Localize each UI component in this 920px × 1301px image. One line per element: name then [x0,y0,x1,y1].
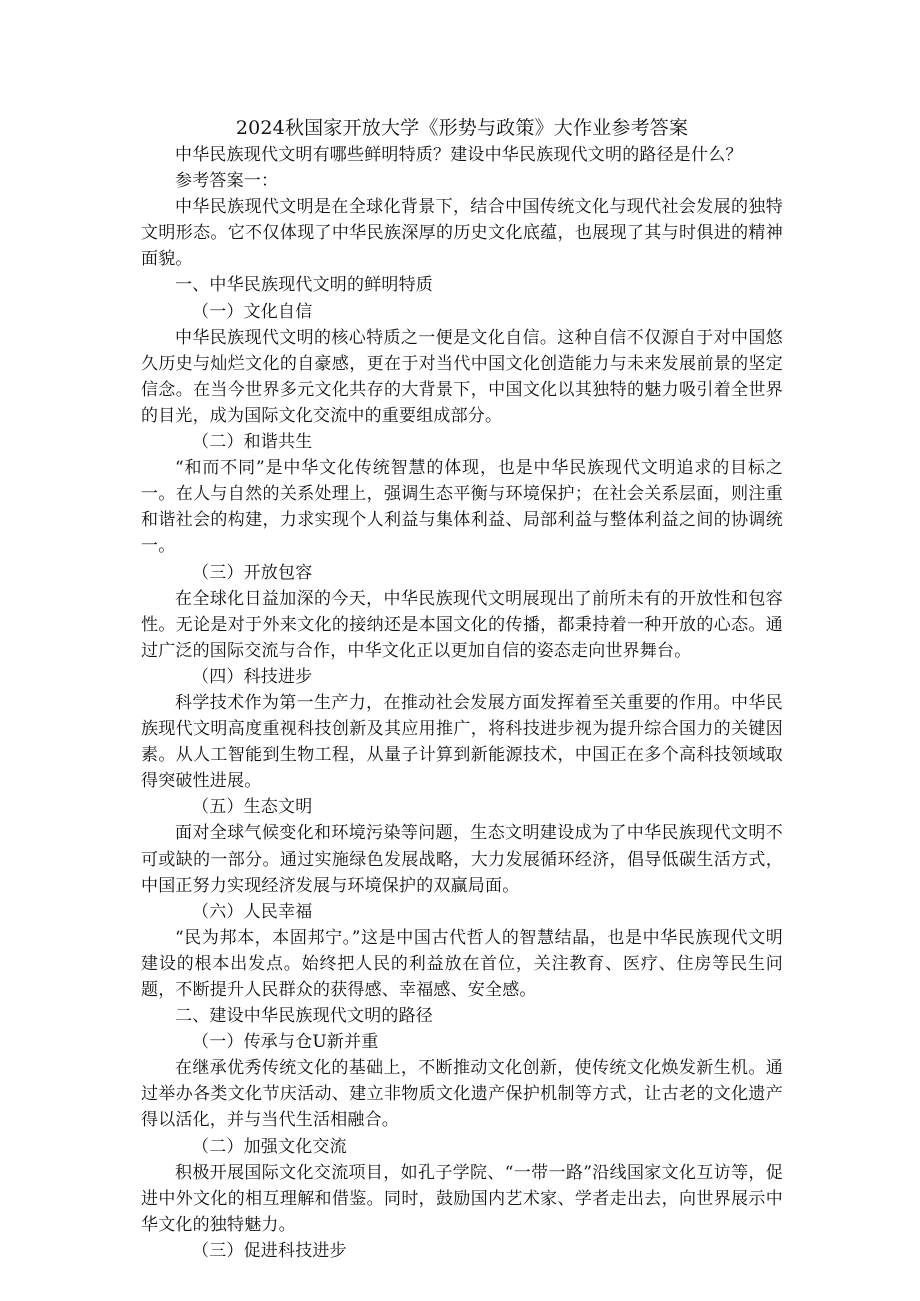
subsection-heading: （二）和谐共生 [192,432,313,453]
paragraph: “和而不同”是中华文化传统智慧的体现，也是中华民族现代文明追求的目标之一。在人与自然的关系处理上，强调生态平衡与环境保护；在社会关系层面，则注重和谐社会的构建，力求实现个人利益与集体利益、局部利益与整体利益之间的协调统一。 [141,458,783,557]
paragraph: 在继承优秀传统文化的基础上，不断推动文化创新，使传统文化焕发新生机。通过举办各类文化节庆活动、建立非物质文化遗产保护机制等方式，让古老的文化遗产得以活化，并与当代生活相融合。 [141,1058,783,1131]
answer-label: 参考答案一： [175,171,279,192]
paragraph: 积极开展国际文化交流项目，如孔子学院、“一带一路”沿线国家文化互访等，促进中外文化的相互理解和借鉴。同时，鼓励国内艺术家、学者走出去，向世界展示中华文化的独特魅力。 [141,1162,783,1235]
question-text: 中华民族现代文明有哪些鲜明特质？建设中华民族现代文明的路径是什么？ [175,145,743,165]
subsection-heading: （一）文化自信 [192,301,313,322]
subsection-heading: （五）生态文明 [192,797,313,818]
paragraph: “民为邦本，本固邦宁。”这是中国古代哲人的智慧结晶，也是中华民族现代文明建设的根本出发点。始终把人民的利益放在首位，关注教育、医疗、住房等民生问题，不断提升人民群众的获得感、幸福感、安全感。 [141,927,783,1000]
intro-paragraph: 中华民族现代文明是在全球化背景下，结合中国传统文化与现代社会发展的独特文明形态。它不仅体现了中华民族深厚的历史文化底蕴，也展现了其与时俱进的精神面貌。 [141,197,783,270]
subsection-heading: （一）传承与仓U新并重 [192,1032,379,1053]
document-page [141,114,783,1264]
subsection-heading: （三）促进科技进步 [192,1240,347,1261]
section-heading-1: 一、中华民族现代文明的鲜明特质 [175,275,433,296]
subsection-heading: （三）开放包容 [192,562,313,583]
paragraph: 中华民族现代文明的核心特质之一便是文化自信。这种自信不仅源自于对中国悠久历史与灿烂文化的自豪感，更在于对当代中国文化创造能力与未来发展前景的坚定信念。在当今世界多元文化共存的大背景下，中国文化以其独特的魅力吸引着全世界的目光，成为国际文化交流中的重要组成部分。 [141,327,783,426]
subsection-heading: （二）加强文化交流 [192,1136,347,1157]
paragraph: 科学技术作为第一生产力，在推动社会发展方面发挥着至关重要的作用。中华民族现代文明高度重视科技创新及其应用推广，将科技进步视为提升综合国力的关键因素。从人工智能到生物工程，从量子计算到新能源技术，中国正在多个高科技领域取得突破性进展。 [141,692,783,792]
section-heading-2: 二、建设中华民族现代文明的路径 [175,1006,433,1027]
document-title: 2024秋国家开放大学《形势与政策》大作业参考答案 [235,117,689,139]
subsection-heading: （六）人民幸福 [192,901,313,922]
paragraph: 在全球化日益加深的今天，中华民族现代文明展现出了前所未有的开放性和包容性。无论是对于外来文化的接纳还是本国文化的传播，都秉持着一种开放的心态。通过广泛的国际交流与合作，中华文化正以更加自信的姿态走向世界舞台。 [141,588,783,661]
subsection-heading: （四）科技进步 [192,666,313,687]
paragraph: 面对全球气候变化和环境污染等问题，生态文明建设成为了中华民族现代文明不可或缺的一部分。通过实施绿色发展战略，大力发展循环经济，倡导低碳生活方式，中国正努力实现经济发展与环境保护的双赢局面。 [141,823,783,896]
